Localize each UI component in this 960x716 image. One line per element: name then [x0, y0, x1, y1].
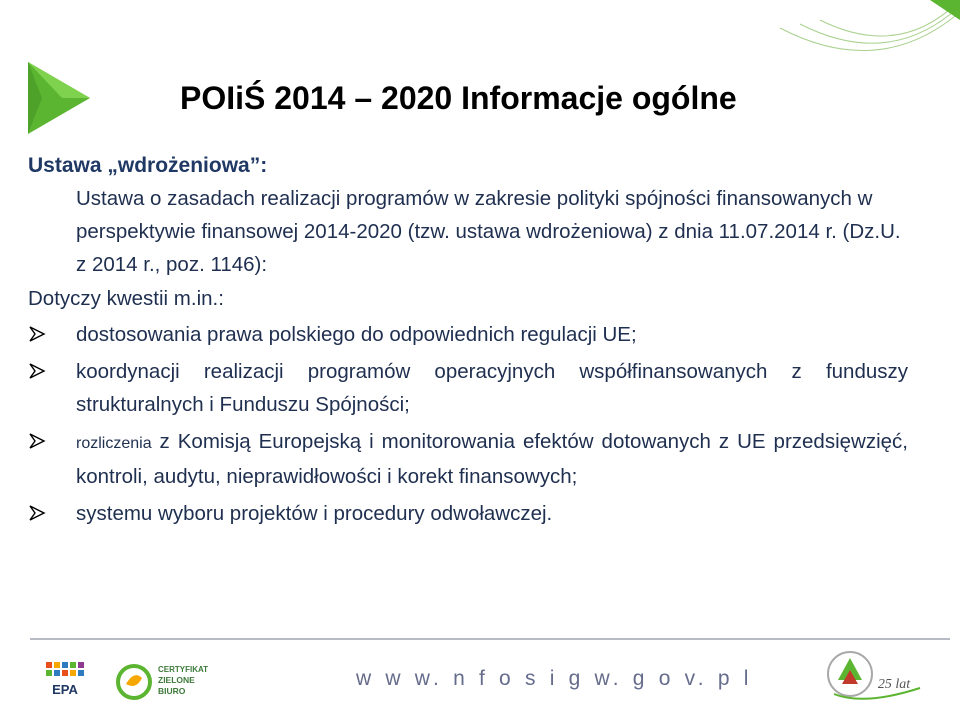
anniversary-label: 25 lat: [877, 677, 911, 692]
list-item: [28, 425, 908, 493]
law-description: Ustawa o zasadach realizacji programów w zakresie polityki spójności finansowanych w perspektywie finansowej 2014-2020 (tzw. ustawa wdrożeniowa) z dnia 11.07.2014 r. (Dz.U. z 2014 r., poz. 1146):: [76, 187, 901, 276]
list-item: [28, 355, 908, 421]
arrow-bullet-icon: [28, 325, 46, 343]
decorative-arcs: [0, 0, 960, 140]
list-item-text: dostosowania prawa polskiego do odpowiednich regulacji UE;: [76, 323, 637, 346]
epa-label: EPA: [52, 682, 78, 697]
green-office-logo-icon: [116, 664, 152, 700]
list-item: [28, 318, 908, 351]
arrow-bullet-icon: [28, 504, 46, 522]
section-heading: Ustawa „wdrożeniowa”:: [28, 154, 268, 177]
scope-intro: Dotyczy kwestii m.in.:: [28, 287, 224, 310]
list-item-text: z Komisją Europejską i monitorowania efektów dotowanych z UE przedsięwzięć, kontroli, audytu, nieprawidłowości i korekt finansowych;: [76, 430, 908, 488]
website-url: w w w. n f o s i g w. g o v. p l: [356, 667, 753, 690]
cert-line-3: BIURO: [158, 686, 186, 696]
arrow-bullet-icon: [28, 362, 46, 380]
page-title: POIiŚ 2014 – 2020 Informacje ogólne: [180, 80, 737, 116]
play-logo-icon: [22, 58, 94, 136]
scope-list: [28, 318, 908, 530]
arrow-bullet-icon: [28, 432, 46, 450]
list-item-text: systemu wyboru projektów i procedury odwoławczej.: [76, 502, 553, 525]
anniversary-logo-icon: [824, 648, 924, 708]
certificate-text: [158, 664, 208, 697]
list-item-text: koordynacji realizacji programów operacyjnych współfinansowanych z funduszy strukturalnych i Funduszu Spójności;: [76, 360, 908, 416]
list-item-lead: rozliczenia: [76, 435, 152, 452]
cert-line-1: CERTYFIKAT: [158, 665, 209, 674]
cert-line-2: ZIELONE: [158, 675, 195, 685]
footer-divider: [30, 638, 950, 640]
epa-logo-icon: [44, 660, 86, 702]
slide-content: [28, 150, 908, 534]
list-item: [28, 497, 908, 530]
